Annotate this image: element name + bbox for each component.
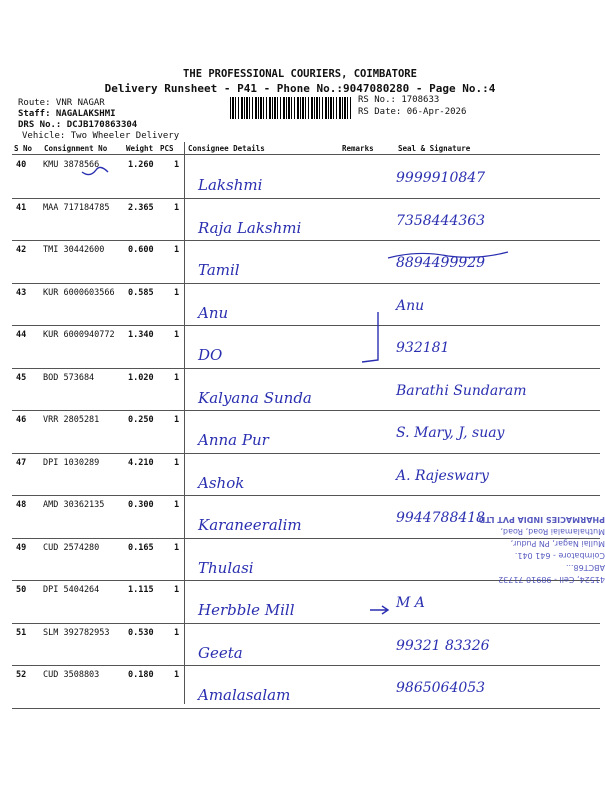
row-pcs: 1: [174, 670, 180, 680]
row-consignment-no: CUD 3508803: [43, 670, 100, 680]
row-pcs: 1: [174, 457, 180, 468]
row-pcs: 1: [174, 330, 180, 340]
row-sno: 48: [16, 500, 27, 510]
row-weight: 0.530: [128, 627, 154, 638]
row-consignee-signature: Kalyana Sunda: [198, 388, 312, 407]
row-sno: 47: [16, 457, 27, 468]
row-sno: 45: [16, 372, 27, 383]
row-consignment-no: VRR 2805281: [43, 415, 100, 425]
row-sno: 46: [16, 415, 27, 425]
rs-date-label: RS Date: 06-Apr-2026: [358, 107, 467, 117]
runsheet-subtitle: Delivery Runsheet - P41 - Phone No.:9047080280 - Page No.:4: [104, 82, 496, 95]
company-seal-stamp: [385, 495, 605, 585]
row-seal-signature: 99321 83326: [396, 637, 490, 654]
row-weight: 1.340: [128, 330, 154, 340]
row-consignment-no: AMD 30362135: [43, 500, 105, 510]
row-consignee-signature: Ashok: [198, 473, 245, 492]
row-seal-signature: 932181: [396, 340, 450, 356]
row-weight: 0.180: [128, 670, 154, 680]
row-sno: 40: [16, 160, 27, 170]
row-weight: 1.115: [128, 585, 154, 595]
row-sno: 44: [16, 330, 27, 340]
row-weight: 0.585: [128, 287, 154, 298]
row-pcs: 1: [174, 627, 180, 638]
row-weight: 0.600: [128, 245, 154, 255]
row-consignment-no: TMI 30442600: [43, 245, 105, 255]
row-consignee-signature: Raja Lakshmi: [198, 218, 302, 237]
row-weight: 1.020: [128, 372, 154, 383]
row-consignment-no: KMU 3878566: [43, 160, 100, 170]
tick-mark: [82, 167, 108, 174]
row-pcs: 1: [174, 585, 180, 595]
row-pcs: 1: [174, 542, 180, 553]
stamp-line: ABCT68...: [565, 563, 605, 572]
row-consignee-signature: Thulasi: [198, 558, 254, 577]
row-consignee-signature: Anu: [198, 303, 229, 322]
col-header-seal-signature: Seal & Signature: [398, 144, 471, 153]
route-label: Route: VNR NAGAR: [18, 98, 105, 108]
row-sno: 50: [16, 585, 27, 595]
row-consignee-signature: Tamil: [198, 261, 240, 279]
row-seal-signature: 7358444363: [396, 212, 486, 229]
row-consignment-no: DPI 1030289: [43, 457, 100, 468]
vehicle-label: Vehicle: Two Wheeler Delivery: [22, 131, 180, 141]
row-sno: 42: [16, 245, 27, 255]
stamp-line: PHARMACIES INDIA PVT LTD: [478, 515, 605, 524]
stamp-line: Mullai Nagar, PN Pudur,: [510, 539, 605, 548]
row-sno: 52: [16, 670, 27, 680]
row-weight: 4.210: [128, 457, 154, 468]
stamp-line: Muthalamalai Road, Road,: [500, 527, 605, 536]
row-consignee-signature: Lakshmi: [198, 176, 263, 194]
stamp-line: Coimbatore - 641 041.: [514, 551, 605, 560]
row-pcs: 1: [174, 415, 180, 425]
row-seal-signature: Anu: [396, 297, 425, 314]
row-consignee-signature: Amalasalam: [198, 686, 291, 704]
row-pcs: 1: [174, 372, 180, 383]
row-consignee-signature: Geeta: [198, 643, 243, 662]
row-weight: 0.165: [128, 542, 154, 553]
col-header-remarks: Remarks: [342, 144, 374, 153]
row-pcs: 1: [174, 160, 180, 170]
drs-label: DRS No.: DCJB170863304: [18, 120, 138, 130]
row-weight: 0.250: [128, 415, 154, 425]
row-seal-signature: M A: [396, 595, 425, 611]
row-consignee-signature: Karaneeralim: [198, 516, 302, 534]
row-weight: 0.300: [128, 500, 154, 510]
col-header-sno: S No: [14, 144, 33, 153]
strike-mark: [388, 252, 508, 258]
row-consignment-no: SLM 392782953: [43, 627, 110, 638]
row-pcs: 1: [174, 245, 180, 255]
row-consignment-no: CUD 2574280: [43, 542, 100, 553]
rs-no-label: RS No.: 1708633: [358, 95, 440, 105]
row-consignment-no: KUR 6000940772: [43, 330, 115, 340]
row-pcs: 1: [174, 202, 180, 213]
col-header-consignee: Consignee Details: [188, 144, 265, 153]
row-seal-signature: 9865064053: [396, 680, 486, 696]
row-weight: 1.260: [128, 160, 154, 170]
row-sno: 41: [16, 202, 27, 213]
row-pcs: 1: [174, 287, 180, 298]
row-seal-signature: 9999910847: [396, 170, 486, 186]
bracket-mark: [362, 312, 378, 362]
row-seal-signature: 8894499929: [396, 255, 486, 271]
row-consignment-no: MAA 717184785: [43, 202, 110, 213]
row-weight: 2.365: [128, 202, 154, 213]
arrow-mark: [370, 606, 388, 614]
runsheet-title: THE PROFESSIONAL COURIERS, COIMBATORE: [183, 68, 417, 80]
row-consignment-no: DPI 5404264: [43, 585, 100, 595]
row-seal-signature: A. Rajeswary: [396, 467, 489, 484]
row-seal-signature: S. Mary, J, suay: [396, 425, 505, 441]
row-consignee-signature: Anna Pur: [198, 431, 269, 449]
row-sno: 49: [16, 542, 27, 553]
col-header-consignment: Consignment No: [44, 144, 108, 153]
row-consignee-signature: DO: [198, 346, 223, 364]
staff-label: Staff: NAGALAKSHMI: [18, 109, 116, 119]
row-seal-signature: Barathi Sundaram: [396, 382, 527, 399]
row-consignee-signature: Herbble Mill: [198, 601, 295, 619]
row-pcs: 1: [174, 500, 180, 510]
col-header-pcs: PCS: [160, 144, 174, 153]
row-consignment-no: BOD 573684: [43, 372, 95, 383]
stamp-line: 41524, Cell - 98910 71732: [498, 575, 605, 584]
row-consignment-no: KUR 6000603566: [43, 287, 115, 298]
row-sno: 43: [16, 287, 27, 298]
col-header-weight: Weight: [126, 144, 154, 153]
row-sno: 51: [16, 627, 27, 638]
row-seal-signature: 9944788418: [396, 510, 486, 526]
